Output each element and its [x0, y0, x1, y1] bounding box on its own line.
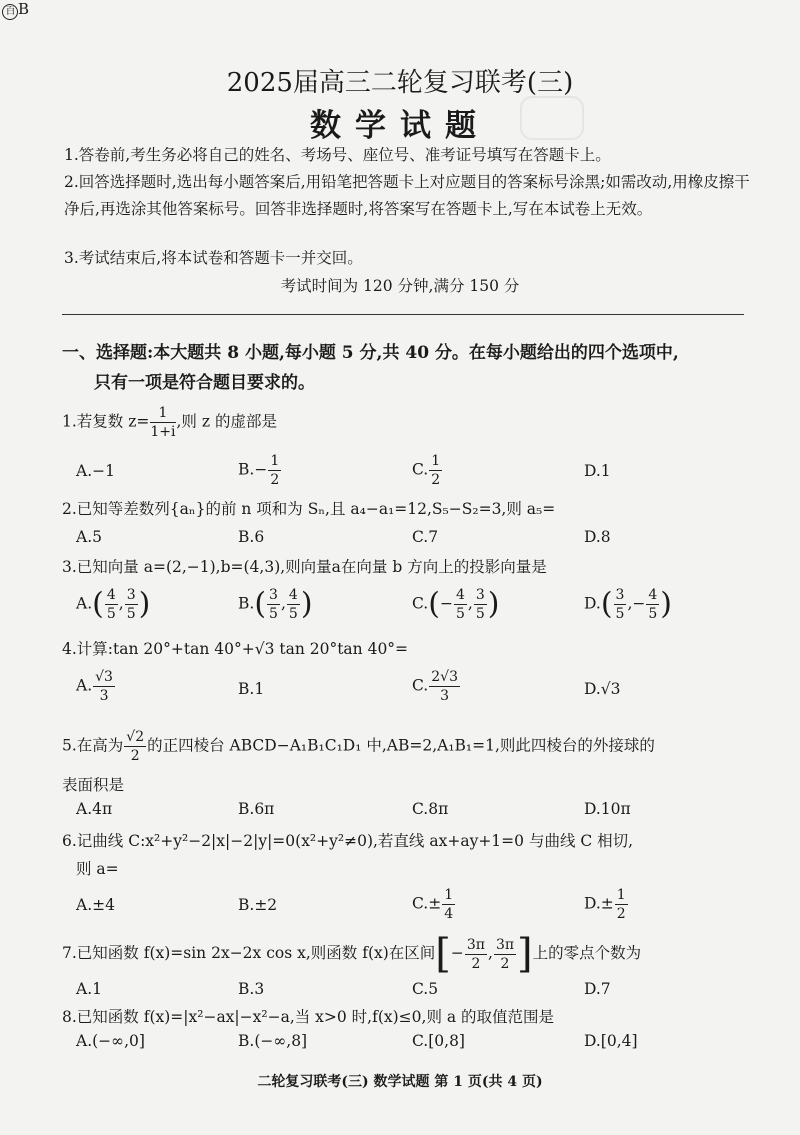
q4-option-b[interactable]: B.1	[238, 680, 265, 698]
section-heading: 一、选择题:本大题共 8 小题,每小题 5 分,共 40 分。在每小题给出的四个选项中, 只有一项是符合题目要求的。	[62, 343, 679, 393]
q2-option-a[interactable]: A.5	[76, 528, 102, 546]
q6-option-d[interactable]: D.± $\frac{1}{2}$	[584, 887, 626, 922]
q5-option-d[interactable]: D.10π	[584, 800, 631, 818]
q8-option-d[interactable]: D.[0,4]	[584, 1032, 638, 1050]
divider	[62, 314, 744, 315]
q3-option-c[interactable]: C.(− $\frac{4}{5}$ , $\frac{3}{5}$ )	[412, 586, 500, 622]
question-2: 2.已知等差数列{aₙ}的前 n 项和为 Sₙ,且 a₄−a₁=12,S₅−S₂=3,则 a₅=	[62, 500, 556, 518]
q4-option-c[interactable]: C. $\frac{2√3}{3}$	[412, 669, 458, 704]
q8-option-b[interactable]: B.(−∞,8]	[238, 1032, 308, 1050]
q8-option-a[interactable]: A.(−∞,0]	[76, 1032, 145, 1050]
q6-option-b[interactable]: B.±2	[238, 896, 278, 914]
q4-option-d[interactable]: D.√3	[584, 680, 621, 698]
exam-title: 2025届高三二轮复习联考(三)	[226, 68, 574, 98]
question-4: 4.计算:tan 20°+tan 40°+√3 tan 20°tan 40°=	[62, 640, 409, 658]
subject-title: 数学试题	[310, 108, 490, 144]
q6-option-c[interactable]: C.± $\frac{1}{4}$	[412, 887, 454, 922]
question-7: 7.已知函数 f(x)=sin 2x−2x cos x,则函数 f(x)在区间[− $\frac{3\pi}{2}$ , $\frac{3\pi}{2}$ ]上的零点个数为	[62, 931, 642, 977]
question-5: 5.在高为 $\frac{√2}{2}$ 的正四棱台 ABCD−A₁B₁C₁D₁ 中,AB=2,A₁B₁=1,则此四棱台的外接球的	[62, 729, 655, 764]
page-footer: 二轮复习联考(三) 数学试题 第 1 页(共 4 页)	[257, 1074, 543, 1090]
q1-fraction: $\frac{1}{1+i}$	[150, 405, 176, 440]
notice-2: 2.回答选择题时,选出每小题答案后,用铅笔把答题卡上对应题目的答案标号涂黑;如需改动,用橡皮擦干净后,再选涂其他答案标号。回答非选择题时,将答案写在答题卡上,写在本试卷上无效。	[64, 173, 750, 218]
q1-option-b[interactable]: B.− $\frac{1}{2}$	[238, 453, 280, 488]
q1-option-a[interactable]: A.−1	[76, 462, 115, 480]
q7-option-d[interactable]: D.7	[584, 980, 611, 998]
q2-option-b[interactable]: B.6	[238, 528, 265, 546]
q3-option-b[interactable]: B.( $\frac{3}{5}$ , $\frac{4}{5}$ )	[238, 586, 313, 622]
q2-option-c[interactable]: C.7	[412, 528, 439, 546]
q4-option-a[interactable]: A. $\frac{√3}{3}$	[76, 669, 113, 704]
q1-option-d[interactable]: D.1	[584, 462, 611, 480]
question-1: 1.若复数 z= $\frac{1}{1+i}$ ,则 z 的虚部是	[62, 405, 277, 440]
q2-option-d[interactable]: D.8	[584, 528, 611, 546]
q6-option-a[interactable]: A.±4	[76, 896, 115, 914]
exam-time: 考试时间为 120 分钟,满分 150 分	[280, 277, 520, 295]
question-6: 6.记曲线 C:x²+y²−2|x|−2|y|=0(x²+y²≠0),若直线 ax+ay+1=0 与曲线 C 相切,	[62, 832, 634, 850]
q5-option-a[interactable]: A.4π	[76, 800, 113, 818]
q5-option-b[interactable]: B.6π	[238, 800, 275, 818]
corner-mark: 百 B	[2, 0, 28, 20]
q7-option-b[interactable]: B.3	[238, 980, 265, 998]
notice-1: 1.答卷前,考生务必将自己的姓名、考场号、座位号、准考证号填写在答题卡上。	[64, 146, 611, 164]
question-8: 8.已知函数 f(x)=|x²−ax|−x²−a,当 x>0 时,f(x)≤0,则 a 的取值范围是	[62, 1008, 555, 1026]
corner-circle: 百	[2, 4, 18, 20]
q7-option-a[interactable]: A.1	[76, 980, 102, 998]
notice-3: 3.考试结束后,将本试卷和答题卡一并交回。	[64, 249, 363, 267]
q3-option-d[interactable]: D.( $\frac{3}{5}$ ,− $\frac{4}{5}$ )	[584, 586, 673, 622]
q5-option-c[interactable]: C.8π	[412, 800, 449, 818]
q1-option-c[interactable]: C. $\frac{1}{2}$	[412, 453, 441, 488]
question-3: 3.已知向量 a=(2,−1),b=(4,3),则向量a在向量 b 方向上的投影向量是	[62, 558, 547, 576]
question-6-line2: 则 a=	[76, 860, 119, 878]
question-5-line2: 表面积是	[62, 776, 125, 794]
q3-option-a[interactable]: A.( $\frac{4}{5}$ , $\frac{3}{5}$ )	[76, 586, 151, 622]
q8-option-c[interactable]: C.[0,8]	[412, 1032, 465, 1050]
q7-option-c[interactable]: C.5	[412, 980, 439, 998]
